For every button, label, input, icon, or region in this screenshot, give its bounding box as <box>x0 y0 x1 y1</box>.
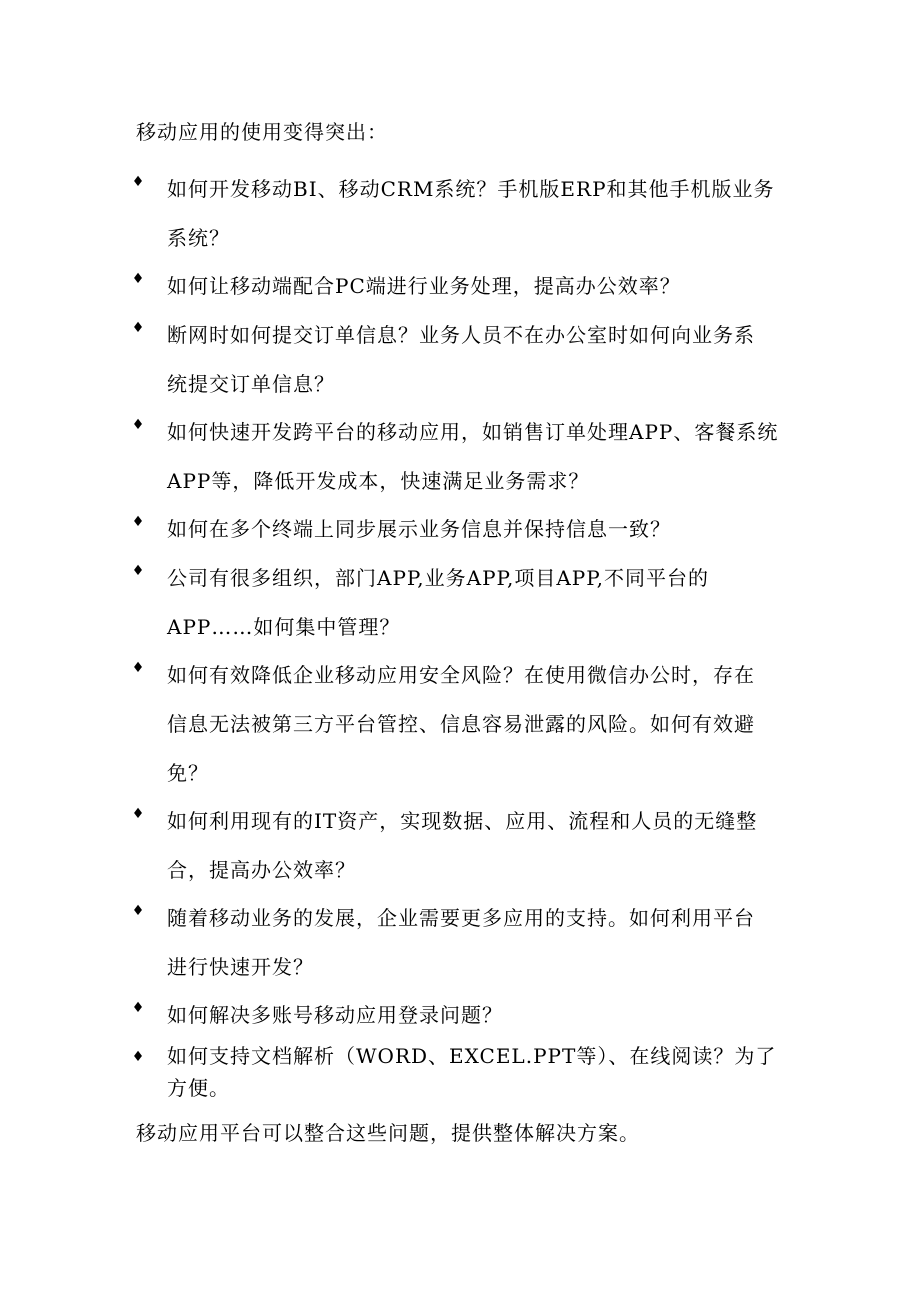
list-item-line: 如何利用现有的IT资产，实现数据、应用、流程和人员的无缝整 <box>167 809 758 833</box>
list-item-line: 如何让移动端配合PC端进行业务处理，提高办公效率？ <box>167 274 681 298</box>
list-item-line: 公司有很多组织，部门APP,业务APP,项目APP,不同平台的 <box>167 566 709 590</box>
bullet-diamond-icon: ♦ <box>131 320 145 336</box>
list-item-line: 如何快速开发跨平台的移动应用，如销售订单处理APP、客餐系统 <box>167 420 779 444</box>
bullet-diamond-icon: ♦ <box>131 660 145 676</box>
list-item-line: APP……如何集中管理？ <box>167 615 401 639</box>
list-item-text <box>167 797 807 895</box>
list-item-line: 信息无法被第三方平台管控、信息容易泄露的风险。如何有效避 <box>167 712 755 736</box>
bullet-diamond-icon: ♦ <box>131 271 145 287</box>
list-item-line: 如何开发移动BI、移动CRM系统？手机版ERP和其他手机版业务 <box>167 177 775 201</box>
list-item-text <box>167 311 807 409</box>
bullet-diamond-icon: ♦ <box>131 174 145 190</box>
bullet-diamond-icon: ♦ <box>131 903 145 919</box>
list-item-line: 如何支持文档解析（WORD、EXCEL.PPT等）、在线阅读？为了 <box>167 1044 777 1068</box>
list-item-text <box>167 408 807 506</box>
list-item-line: 合，提高办公效率？ <box>167 858 356 882</box>
list-item-text <box>167 554 807 652</box>
bullet-diamond-icon: ♦ <box>131 563 145 579</box>
bullet-diamond-icon: ♦ <box>131 417 145 433</box>
list-item-line: APP等，降低开发成本，快速满足业务需求？ <box>167 469 590 493</box>
list-item-text <box>167 651 807 798</box>
list-item-text <box>167 894 807 992</box>
intro-paragraph: 移动应用的使用变得突出： <box>136 120 388 144</box>
bullet-diamond-icon: ♦ <box>131 1049 145 1065</box>
list-item-line: 系统？ <box>167 226 230 250</box>
list-item-line: 如何在多个终端上同步展示业务信息并保持信息一致？ <box>167 517 671 541</box>
list-item-line: 如何有效降低企业移动应用安全风险？在使用微信办公时，存在 <box>167 663 755 687</box>
list-item-line: 如何解决多账号移动应用登录问题？ <box>167 1003 503 1027</box>
list-item-line: 方便。 <box>167 1076 230 1100</box>
bullet-diamond-icon: ♦ <box>131 806 145 822</box>
list-item-text <box>167 505 807 554</box>
list-item-line: 统提交订单信息？ <box>167 372 335 396</box>
list-item-line: 免？ <box>167 761 209 785</box>
bullet-diamond-icon: ♦ <box>131 1000 145 1016</box>
list-item-line: 断网时如何提交订单信息？业务人员不在办公室时如何向业务系 <box>167 323 755 347</box>
list-item-text <box>167 991 807 1040</box>
list-item-text <box>167 262 807 311</box>
conclusion-paragraph: 移动应用平台可以整合这些问题，提供整体解决方案。 <box>136 1121 640 1145</box>
list-item-text <box>167 165 807 263</box>
list-item-line: 进行快速开发？ <box>167 955 314 979</box>
list-item-text <box>167 1040 807 1104</box>
list-item-line: 随着移动业务的发展，企业需要更多应用的支持。如何利用平台 <box>167 906 755 930</box>
bullet-diamond-icon: ♦ <box>131 514 145 530</box>
